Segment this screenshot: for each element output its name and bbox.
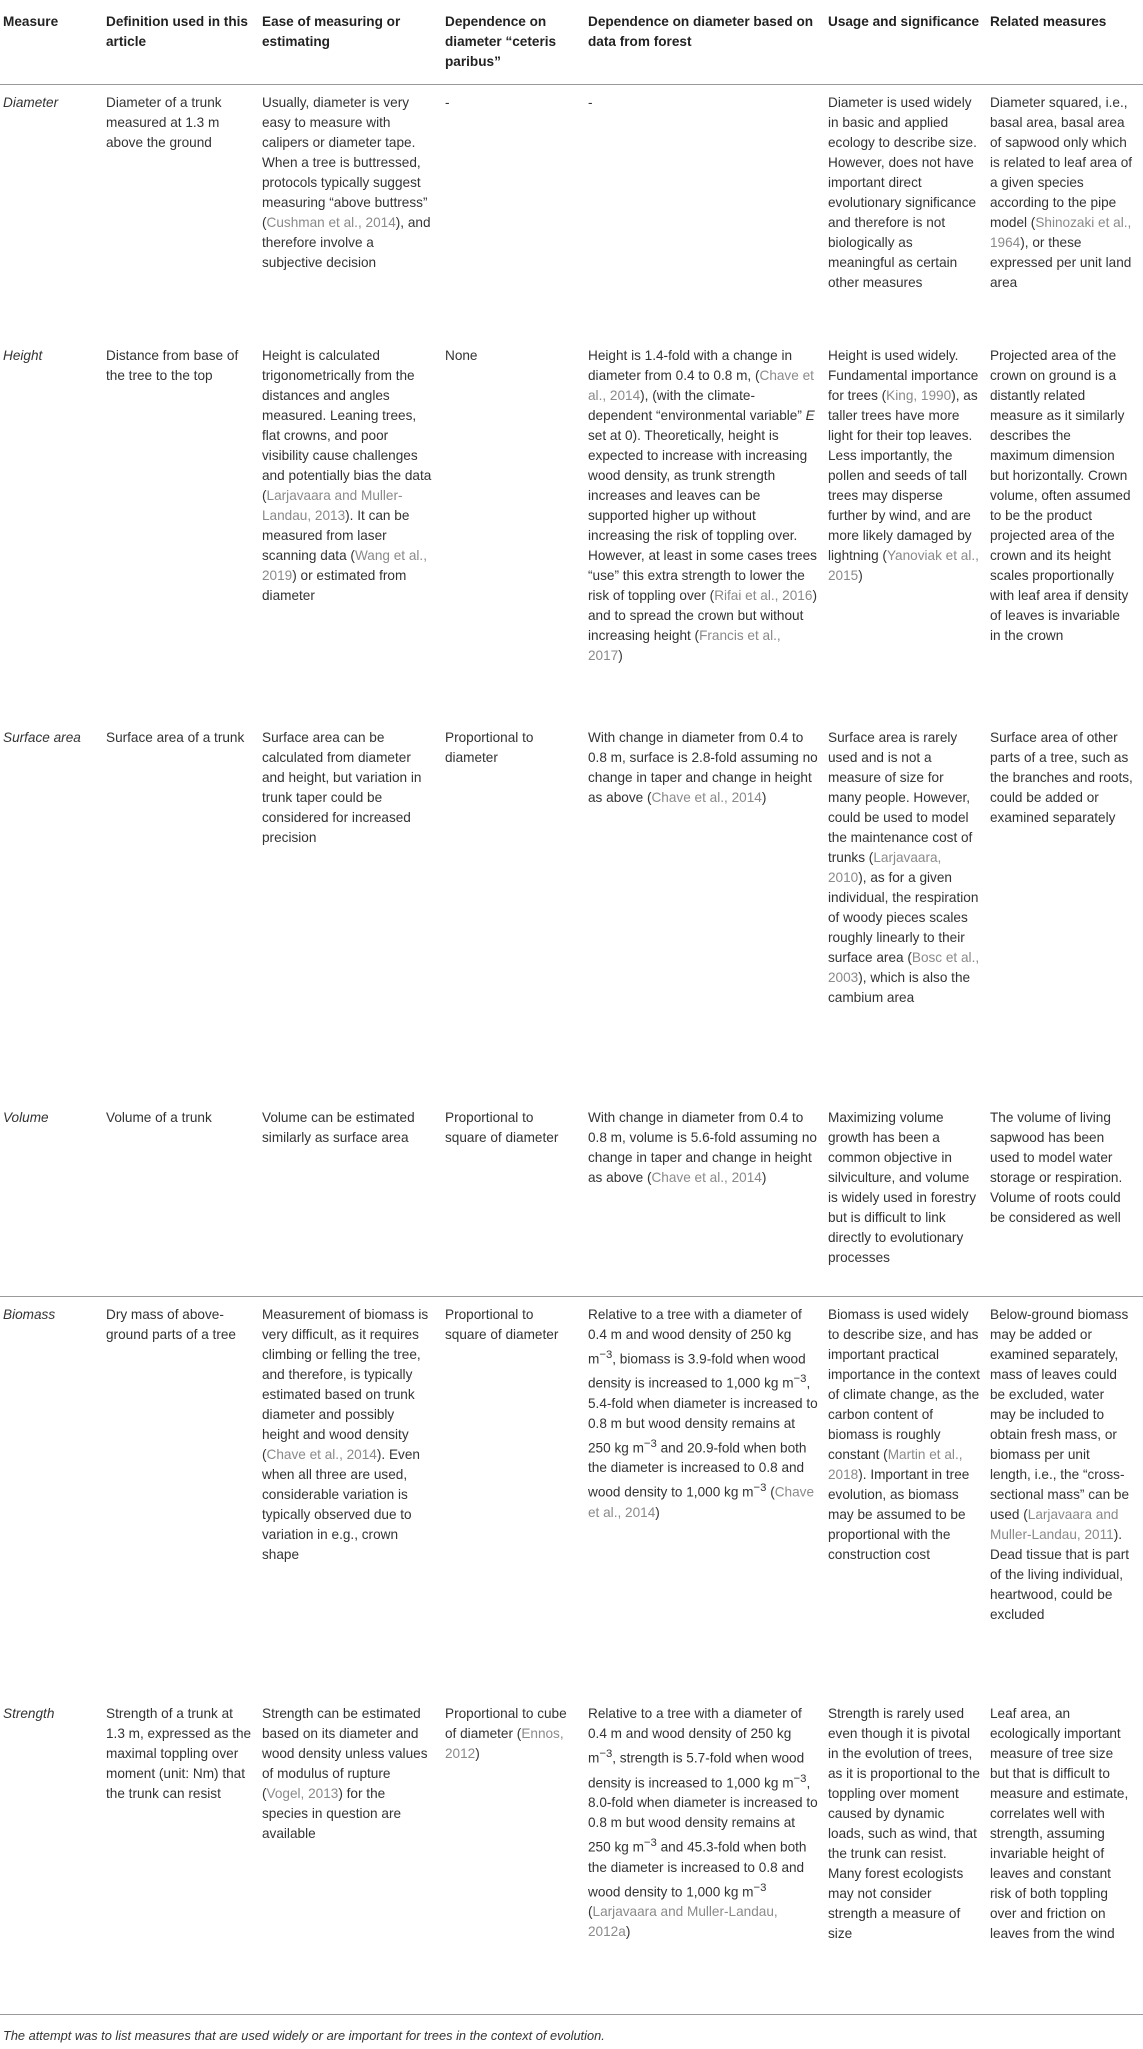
text-run: Strength can be estimated based on its diameter and wood density unless values of modulus of rupture ( <box>262 1706 428 1801</box>
text-run: ), as taller trees have more light for their top leaves. Less importantly, the pollen and seeds of tall trees may disperse further by wind, and are more likely damaged by lightning ( <box>828 388 978 563</box>
citation-link[interactable]: Chave et al., 2014 <box>588 1484 815 1520</box>
cell-related <box>990 1696 1143 2014</box>
text-run: ). It can be measured from laser scanning data ( <box>262 508 410 563</box>
text-run: ) for the species in question are available <box>262 1786 402 1841</box>
text-run: ), and therefore involve a subjective decision <box>262 214 431 270</box>
text-run: ) <box>655 1504 660 1520</box>
table-row-biomass <box>0 1296 1143 1696</box>
cell-ease <box>262 1296 445 1696</box>
superscript: −3 <box>643 1837 657 1850</box>
cell-ease <box>262 338 445 720</box>
cell-forest <box>588 1696 828 2014</box>
header-forest-data: Dependence on diameter based on data from forest <box>588 14 814 49</box>
text-run: Leaf area, an ecologically important measure of tree size but that is difficult to measure and estimate, correlates well with strength, assuming invariable height of leaves and constant risk of both toppling over and friction on leaves from the wind <box>990 1706 1129 1941</box>
cell-forest <box>588 720 828 1100</box>
text-run: ) <box>761 1170 767 1185</box>
text-run: set at 0). Theoretically, height is expected to increase with increasing wood density, as trunk strength increases and leaves can be supported higher up without increasing the risk of toppling over. However, at least in some cases trees “use” this extra strength to lower the risk of toppling over ( <box>588 428 817 603</box>
text-run: ). Dead tissue that is part of the living individual, heartwood, could be excluded <box>990 1526 1130 1622</box>
citation-link[interactable]: Rifai et al., 2016 <box>714 588 813 603</box>
text-run: With change in diameter from 0.4 to 0.8 m, surface is 2.8-fold assuming no change in taper and change in height as above ( <box>588 730 818 805</box>
citation-link[interactable]: Chave et al., 2014 <box>588 368 814 403</box>
cell-measure: Diameter <box>3 94 59 110</box>
citation-link[interactable]: Vogel, 2013 <box>266 1786 339 1801</box>
cell-ease <box>262 720 445 1100</box>
table-row-height <box>0 338 1143 720</box>
cell-usage <box>828 338 990 720</box>
text-run: ) <box>618 648 623 663</box>
text-run: ). Even when all three are used, considerable variation is typically observed due to variation in e.g., crown shape <box>262 1446 420 1562</box>
text-run: ) <box>625 1924 631 1940</box>
citation-link[interactable]: Shinozaki et al., 1964 <box>990 214 1132 250</box>
text-run: ) <box>475 1746 480 1761</box>
cell-measure: Biomass <box>3 1306 56 1322</box>
cell-definition: Distance from base of the tree to the top <box>106 348 239 383</box>
cell-ceteris: - <box>445 94 450 110</box>
cell-ease <box>262 1100 445 1296</box>
cell-usage <box>828 1296 990 1696</box>
text-run: ). Important in tree evolution, as biomass may be assumed to be proportional with the construction cost <box>828 1466 970 1562</box>
text-run: Volume can be estimated similarly as surface area <box>262 1110 415 1145</box>
superscript: −3 <box>599 1748 613 1760</box>
text-run: Surface area is rarely used and is not a measure of size for many people. However, could be used to model the maintenance cost of trunks ( <box>828 730 973 865</box>
citation-link[interactable]: Francis et al., 2017 <box>588 628 781 663</box>
table-row-volume <box>0 1100 1143 1296</box>
cell-definition: Surface area of a trunk <box>106 730 245 745</box>
citation-link[interactable]: Chave et al., 2014 <box>266 1446 377 1462</box>
text-run: , 5.4-fold when diameter is increased to 0.8 m but wood density remains at 250 kg m <box>588 1375 818 1456</box>
citation-link[interactable]: King, 1990 <box>886 388 952 403</box>
citation-link[interactable]: Ennos, 2012 <box>445 1726 564 1761</box>
cell-usage <box>828 720 990 1100</box>
text-run: ) <box>858 568 863 583</box>
header-usage: Usage and significance <box>828 14 980 29</box>
text-run: Maximizing volume growth has been a common objective in silviculture, and volume is widely used in forestry but is difficult to link directly to evolutionary processes <box>828 1110 977 1265</box>
cell-forest <box>588 1296 828 1696</box>
text-run: Relative to a tree with a diameter of 0.4 m and wood density of 250 kg m <box>588 1706 802 1766</box>
text-run: Height is used widely. Fundamental importance for trees ( <box>828 348 979 403</box>
header-related: Related measures <box>990 14 1107 29</box>
cell-ceteris: None <box>445 348 478 363</box>
cell-related <box>990 720 1143 1100</box>
cell-related <box>990 338 1143 720</box>
text-run: Surface area of other parts of a tree, such as the branches and roots, could be added or examined separately <box>990 730 1133 825</box>
text-run: Diameter squared, i.e., basal area, basal area of sapwood only which is related to leaf area of a given species according to the pipe model ( <box>990 94 1133 230</box>
table-footnote: The attempt was to list measures that are used widely or are important for trees in the context of evolution. <box>3 2027 605 2043</box>
citation-link[interactable]: Wang et al., 2019 <box>262 548 427 583</box>
cell-forest <box>588 338 828 720</box>
cell-definition: Diameter of a trunk measured at 1.3 m above the ground <box>106 94 222 150</box>
text-run: ), as for a given individual, the respiration of woody pieces scales roughly linearly to their surface area ( <box>828 870 979 965</box>
cell-measure: Surface area <box>3 730 81 745</box>
cell-usage <box>828 1696 990 2014</box>
text-run: Strength is rarely used even though it is pivotal in the evolution of trees, as it is proportional to the toppling over moment caused by dynamic loads, such as wind, that the trunk can resist. Many forest ecologists may not consider strength a measure of size <box>828 1706 980 1941</box>
citation-link[interactable]: Cushman et al., 2014 <box>266 214 396 230</box>
text-run: and 45.3-fold when both the diameter is increased to 0.8 and wood density to 1,000 kg m <box>588 1839 807 1900</box>
cell-definition: Strength of a trunk at 1.3 m, expressed as the maximal toppling over moment (unit: Nm) that the trunk can resist <box>106 1706 252 1801</box>
cell-measure: Strength <box>3 1706 55 1721</box>
text-run: and 20.9-fold when both the diameter is increased to 0.8 and wood density to 1,000 kg m <box>588 1440 807 1500</box>
text-run: Below-ground biomass may be added or examined separately, mass of leaves could be excluded, water may be included to obtain fresh mass, or biomass per unit length, i.e., the “cross-sectional mass” can be used ( <box>990 1306 1130 1522</box>
text-run: Biomass is used widely to describe size, and has important practical importance in the context of climate change, as the carbon content of biomass is roughly constant ( <box>828 1306 980 1462</box>
text-run: ) or estimated from diameter <box>262 568 407 603</box>
superscript: −3 <box>643 1437 657 1450</box>
text-run: ), or these expressed per unit land area <box>990 234 1132 290</box>
text-run: E <box>805 408 815 423</box>
text-run: , biomass is 3.9-fold when wood density is increased to 1,000 kg m <box>588 1351 806 1391</box>
cell-measure: Height <box>3 348 43 363</box>
cell-ceteris: Proportional to square of diameter <box>445 1306 559 1342</box>
cell-forest <box>588 84 828 338</box>
superscript: −3 <box>599 1348 613 1361</box>
text-run: Usually, diameter is very easy to measure with calipers or diameter tape. When a tree is buttressed, protocols typically suggest measuring “above buttress” ( <box>262 94 428 230</box>
text-run: The volume of living sapwood has been used to model water storage or respiration. Volume of roots could be considered as well <box>990 1110 1123 1225</box>
table-row-diameter <box>0 84 1143 338</box>
cell-related <box>990 84 1143 338</box>
citation-link[interactable]: Larjavaara and Muller-Landau, 2011 <box>990 1506 1119 1542</box>
cell-related <box>990 1100 1143 1296</box>
cell-ceteris <box>445 1696 588 2014</box>
text-run: Height is 1.4-fold with a change in diameter from 0.4 to 0.8 m, ( <box>588 348 793 383</box>
text-run: Proportional to cube of diameter ( <box>445 1706 567 1741</box>
header-ceteris-paribus: Dependence on diameter “ceteris paribus” <box>445 14 557 69</box>
text-run: - <box>588 94 593 110</box>
text-run: Surface area can be calculated from diameter and height, but variation in trunk taper could be considered for increased precision <box>262 730 422 845</box>
citation-link[interactable]: Bosc et al., 2003 <box>828 950 980 985</box>
cell-definition: Volume of a trunk <box>106 1110 212 1125</box>
text-run: Measurement of biomass is very difficult, as it requires climbing or felling the tree, and therefore, is typically estimated based on trunk diameter and possibly height and wood density ( <box>262 1306 429 1462</box>
cell-ceteris: Proportional to square of diameter <box>445 1110 559 1145</box>
text-run: ) <box>761 790 767 805</box>
header-definition: Definition used in this article <box>106 14 248 49</box>
citation-link[interactable]: Larjavaara and Muller-Landau, 2013 <box>262 488 403 523</box>
text-run: ), which is also the cambium area <box>828 970 971 1005</box>
header-row <box>0 0 1143 84</box>
text-run: ( <box>588 1904 593 1920</box>
header-measure: Measure <box>3 14 59 29</box>
text-run: With change in diameter from 0.4 to 0.8 m, volume is 5.6-fold assuming no change in taper and change in height as above ( <box>588 1110 817 1185</box>
cell-ease <box>262 84 445 338</box>
table-row-surface-area <box>0 720 1143 1100</box>
citation-link[interactable]: Larjavaara, 2010 <box>828 850 942 885</box>
text-run: Projected area of the crown on ground is a distantly related measure as it similarly describes the maximum dimension but horizontally. Crown volume, often assumed to be the product projected area of the crown and its height scales proportionally with leaf area if density of leaves is invariable in the crown <box>990 348 1131 643</box>
superscript: −3 <box>753 1482 767 1495</box>
cell-measure: Volume <box>3 1110 49 1125</box>
superscript: −3 <box>753 1881 767 1894</box>
cell-usage <box>828 84 990 338</box>
table-row-strength <box>0 1696 1143 2014</box>
citation-link[interactable]: Chave et al., 2014 <box>651 1170 762 1185</box>
header-ease: Ease of measuring or estimating <box>262 14 401 49</box>
text-run: ) and to spread the crown but without increasing height ( <box>588 588 817 643</box>
text-run: Relative to a tree with a diameter of 0.4 m and wood density of 250 kg m <box>588 1306 802 1367</box>
cell-definition: Dry mass of above-ground parts of a tree <box>106 1306 236 1342</box>
citation-link[interactable]: Yanoviak et al., 2015 <box>828 548 979 583</box>
cell-ceteris: Proportional to diameter <box>445 730 534 765</box>
citation-link[interactable]: Martin et al., 2018 <box>828 1446 963 1482</box>
citation-link[interactable]: Chave et al., 2014 <box>651 790 762 805</box>
cell-usage <box>828 1100 990 1296</box>
text-run: ), (with the climate-dependent “environmental variable” <box>588 388 806 423</box>
cell-related <box>990 1296 1143 1696</box>
superscript: −3 <box>793 1772 807 1785</box>
cell-ease <box>262 1696 445 2014</box>
citation-link[interactable]: Larjavaara and Muller-Landau, 2012a <box>588 1904 778 1940</box>
text-run: , 8.0-fold when diameter is increased to 0.8 m but wood density remains at 250 kg m <box>588 1775 818 1855</box>
superscript: −3 <box>793 1373 807 1386</box>
text-run: Height is calculated trigonometrically from the distances and angles measured. Leaning trees, flat crowns, and poor visibility cause challenges and potentially bias the data ( <box>262 348 432 503</box>
text-run: Diameter is used widely in basic and applied ecology to describe size. However, does not have important direct evolutionary significance and therefore is not biologically as meaningful as certain other measures <box>828 94 977 290</box>
cell-forest <box>588 1100 828 1296</box>
text-run: ( <box>766 1484 775 1500</box>
text-run: , strength is 5.7-fold when wood density is increased to 1,000 kg m <box>588 1750 805 1791</box>
